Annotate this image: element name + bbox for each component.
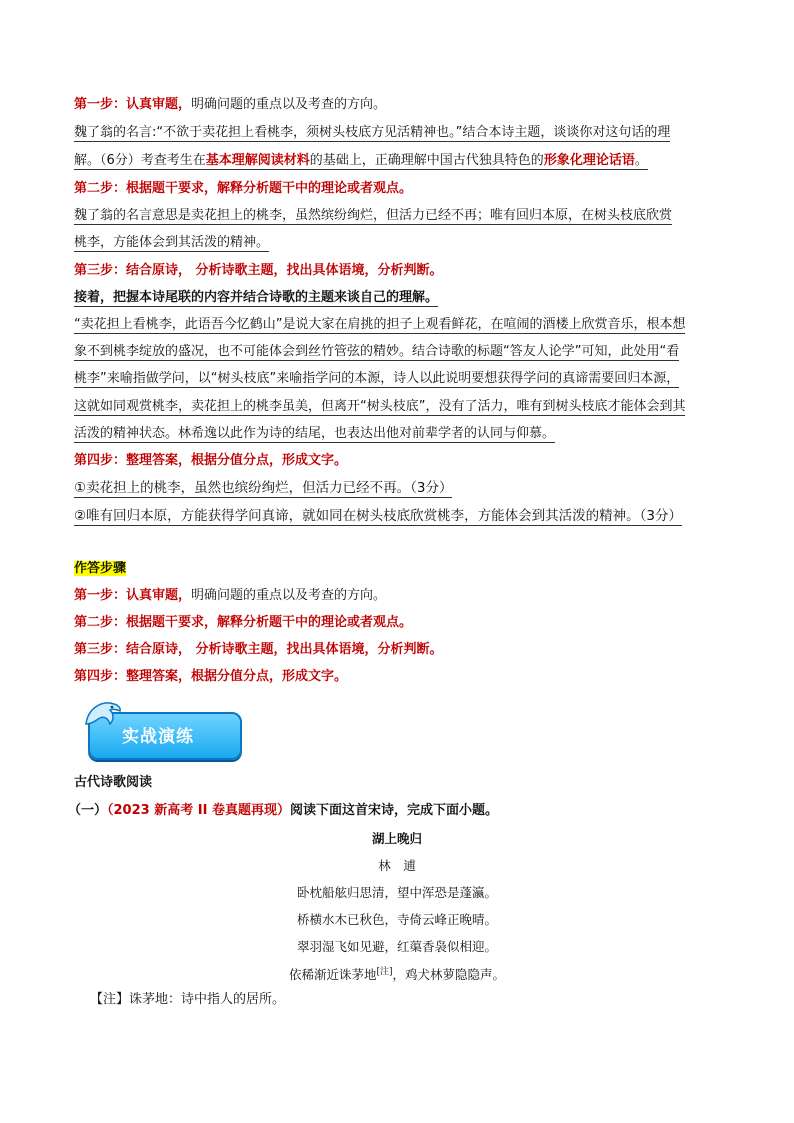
answer-2 <box>74 507 734 525</box>
practice-title: 古代诗歌阅读 <box>74 775 153 790</box>
question-keyword-1: 基本理解阅读材料 <box>205 153 310 168</box>
step2-text-1-span: 魏了翁的名言意思是卖花担上的桃李，虽然缤纷绚烂，但活力已经不再；唯有回归本原，在树头枝底欣赏 <box>74 208 673 223</box>
summary-step2: 第二步：根据题干要求，解释分析题干中的理论或者观点。 <box>74 615 413 630</box>
analysis-span-5: 活泼的精神状态。林希逸以此作为诗的结尾，也表达出他对前辈学者的认同与仰慕。 <box>74 426 556 441</box>
answer-1 <box>74 479 734 497</box>
question-number: （一） <box>68 803 108 818</box>
analysis-line-3 <box>74 370 734 388</box>
practice-badge <box>84 704 242 758</box>
step1-line <box>74 96 734 114</box>
step2-text-1 <box>74 207 734 225</box>
step3-sub-span: 接着，把握本诗尾联的内容并结合诗歌的主题来谈自己的理解。 <box>74 290 439 305</box>
poem-line-2: 桥横水木已秋色，寺倚云峰正晚晴。 <box>296 912 497 927</box>
poem-footnote-mark: [注] <box>376 967 393 977</box>
question-text-1: 魏了翁的名言:“不欲于卖花担上看桃李，须树头枝底方见活精神也。”结合本诗主题，谈谈你对这句话的理 <box>74 125 671 140</box>
analysis-line-2 <box>74 343 734 361</box>
analysis-line-1 <box>74 316 734 334</box>
steps-heading-line <box>74 560 734 578</box>
analysis-span-1: “卖花担上看桃李，此语吾今忆鹤山”是说大家在肩挑的担子上观看鲜花，在喧闹的酒楼上欣赏音乐，根本想 <box>74 317 686 332</box>
step2-text-2-span: 桃李，方能体会到其活泼的精神。 <box>74 235 270 250</box>
analysis-line-4 <box>74 398 734 416</box>
poem-title: 湖上晚归 <box>371 831 422 846</box>
summary-step3: 第三步：结合原诗， 分析诗歌主题，找出具体语境，分析判断。 <box>74 642 443 657</box>
poem-line-3: 翠羽湿飞如见避，红蕖香袅似相迎。 <box>296 939 497 954</box>
step3-heading: 第三步：结合原诗， 分析诗歌主题，找出具体语境，分析判断。 <box>74 263 443 278</box>
dolphin-icon <box>80 694 124 734</box>
step4-heading: 第四步：整理答案，根据分值分点，形成文字。 <box>74 453 348 468</box>
step1-text: 明确问题的重点以及考查的方向。 <box>191 97 387 112</box>
poem-line-4 <box>0 964 794 983</box>
question-line-1 <box>74 124 734 142</box>
analysis-span-4: 这就如同观赏桃李，卖花担上的桃李虽美，但离开“树头枝底”，没有了活力，唯有到树头枝底才能体会到其 <box>74 399 686 414</box>
poem-note: 【注】诛茅地：诗中指人的居所。 <box>90 992 286 1007</box>
poem-author: 林 逋 <box>378 858 416 873</box>
summary-step1-title: 第一步：认真审题， <box>74 588 192 603</box>
poem-line-1: 卧枕船舷归思清，望中浑恐是蓬瀛。 <box>296 885 497 900</box>
analysis-line-5 <box>74 425 734 443</box>
question-instruction: 阅读下面这首宋诗，完成下面小题。 <box>289 803 498 818</box>
analysis-span-2: 象不到桃李绽放的盛况，也不可能体会到丝竹管弦的精妙。结合诗歌的标题“答友人论学”可知，此处用“看 <box>74 344 680 359</box>
question-text-2a: 解。（6分）考查考生在 <box>74 153 206 168</box>
step2-text-2 <box>74 234 734 252</box>
summary-step4: 第四步：整理答案，根据分值分点，形成文字。 <box>74 669 348 684</box>
question-line-2 <box>74 152 734 170</box>
summary-step1 <box>74 587 734 605</box>
answer-1-span: ①卖花担上的桃李，虽然也缤纷绚烂，但活力已经不再。（3分） <box>74 480 453 496</box>
poem-line-4a: 依稀渐近诛茅地 <box>288 967 377 983</box>
question-keyword-2: 形象化理论话语 <box>543 153 635 168</box>
badge-label: 实战演练 <box>122 727 194 747</box>
question-source: （2023 新高考 II 卷真题再现） <box>107 803 290 818</box>
steps-heading: 作答步骤 <box>74 561 127 576</box>
summary-step1-text: 明确问题的重点以及考查的方向。 <box>191 588 387 603</box>
poem-line-4b: ，鸡犬林萝隐隐声。 <box>392 967 506 983</box>
question-text-2c: 的基础上，正确理解中国古代独具特色的 <box>309 153 544 168</box>
step3-sub <box>74 289 734 307</box>
answer-2-span: ②唯有回归本原，方能获得学问真谛，就如同在树头枝底欣赏桃李，方能体会到其活泼的精神。（3分） <box>74 508 682 524</box>
question-text-2e: 。 <box>634 153 648 168</box>
practice-question <box>68 802 728 820</box>
step2-heading: 第二步：根据题干要求，解释分析题干中的理论或者观点。 <box>74 181 413 196</box>
step1-title: 第一步：认真审题， <box>74 97 192 112</box>
analysis-span-3: 桃李”来喻指做学问，以“树头枝底”来喻指学问的本源，诗人以此说明要想获得学问的真谛需要回归本源， <box>74 371 680 386</box>
